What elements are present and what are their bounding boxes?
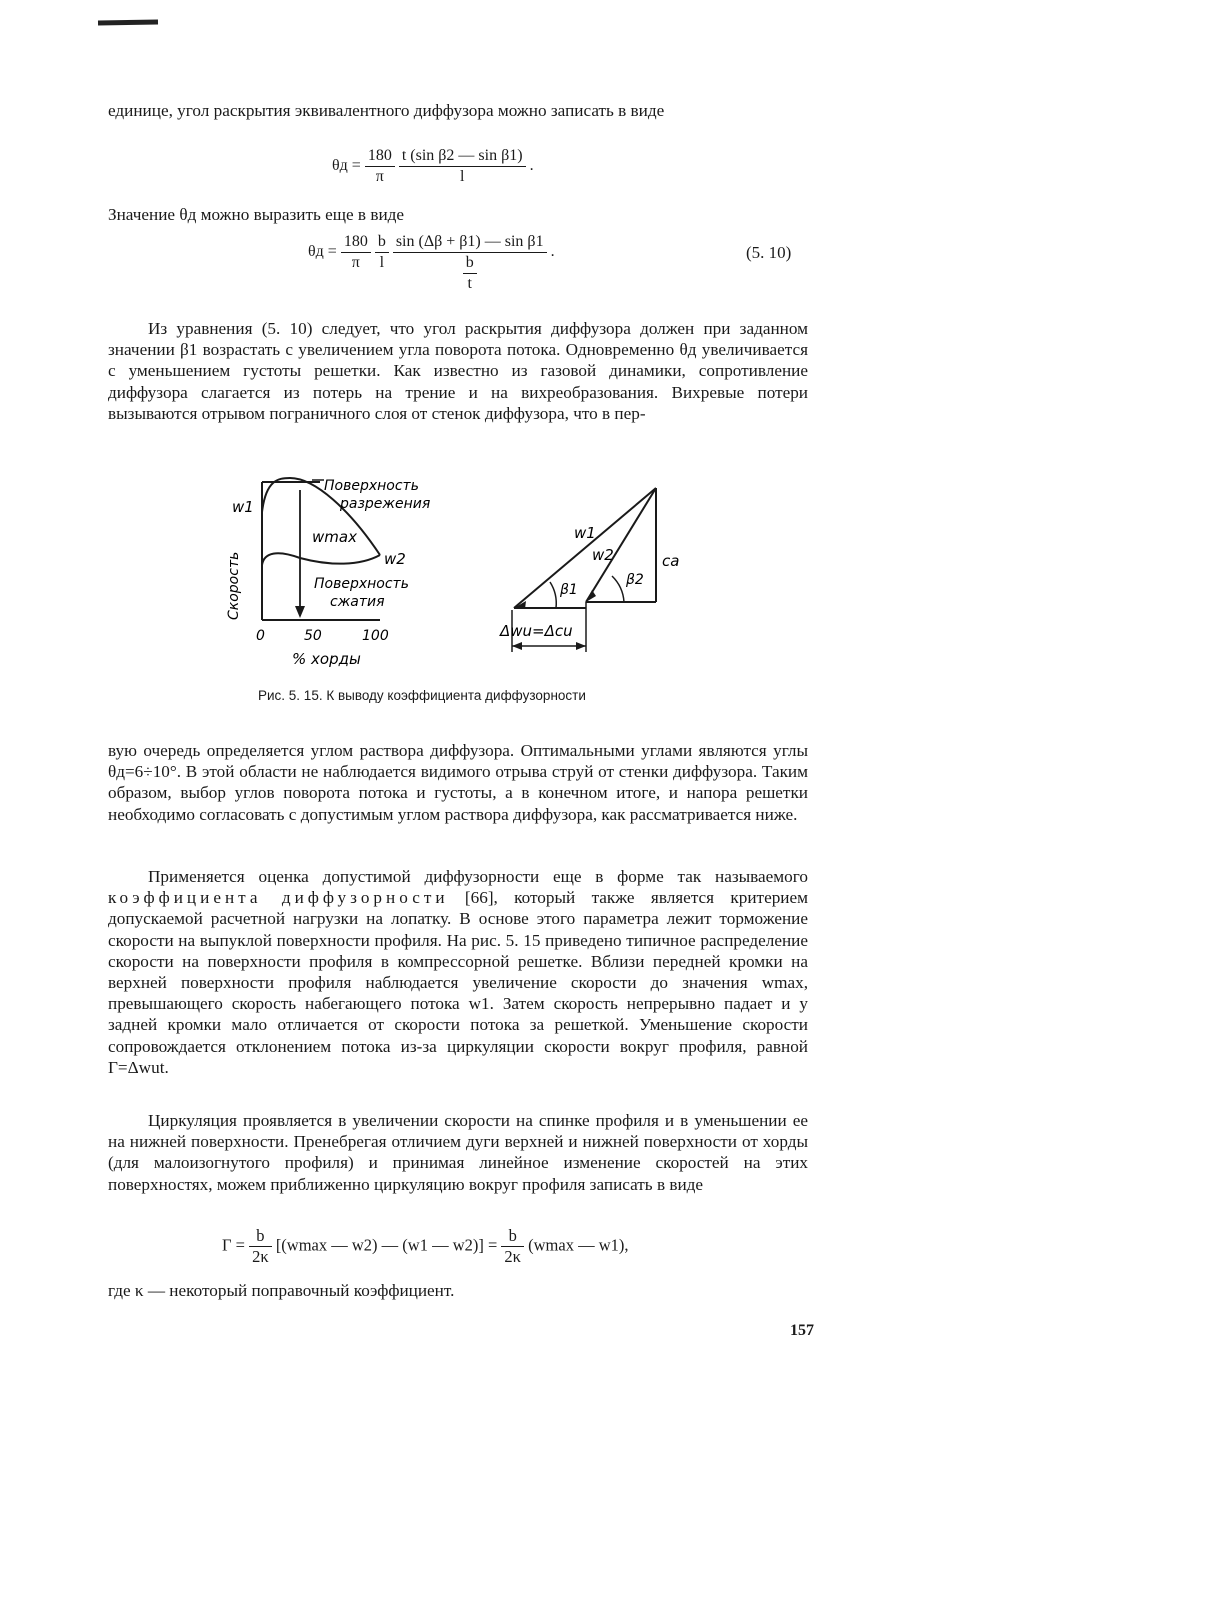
- graph-y-label: Скорость: [226, 551, 242, 620]
- paragraph-2: вую очередь определяется углом раствора диффузора. Оптимальными углами являются углы θд=6÷10°. В этой области не наблюдается видимого отрыва струй от стенки диффузора. Таким образом, выбор углов поворота потока и густоты, а в конечном итоге, и напора решетки необходимо согласовать с допустимым углом раствора диффузора, как рассматривается ниже.: [108, 741, 808, 824]
- equation-1: [332, 146, 534, 187]
- eq1-num: t (sin β2 — sin β1): [399, 146, 526, 167]
- paragraph-value-intro: Значение θд можно выразить еще в виде: [108, 205, 405, 224]
- equation-2: [308, 232, 555, 294]
- eq3-lhs: Г =: [222, 1235, 245, 1255]
- graph-label-w2: w2: [384, 550, 406, 568]
- triangle-label-dw: Δwu=Δcu: [500, 622, 573, 640]
- triangle-dim-arrow-left: [512, 642, 522, 650]
- triangle-w2-vector: [586, 488, 656, 602]
- eq2-coef1-fraction: [341, 232, 371, 273]
- eq2-end: .: [550, 243, 555, 261]
- eq3-fraction-2: [501, 1226, 524, 1267]
- eq2-coef2-fraction: [375, 232, 389, 273]
- eq2-c2-num: b: [375, 232, 389, 253]
- equation-3: [222, 1226, 628, 1267]
- eq2-den-num: b: [463, 253, 477, 274]
- eq2-c1-num: 180: [341, 232, 371, 253]
- graph-tick-50: 50: [304, 628, 322, 644]
- graph-tick-0: 0: [256, 628, 265, 644]
- eq1-lhs: θд =: [332, 157, 361, 175]
- eq2-num: sin (Δβ + β1) — sin β1: [393, 232, 547, 253]
- triangle-label-ca: ca: [662, 552, 680, 570]
- eq3-f2-den: 2κ: [504, 1247, 521, 1266]
- figure-5-15: [220, 470, 700, 682]
- graph-label-pressure-1: Поверхность: [314, 576, 409, 592]
- eq1-coef-num: 180: [365, 146, 395, 167]
- paragraph-5: где κ — некоторый поправочный коэффициент.: [108, 1281, 455, 1300]
- eq3-f1-num: b: [249, 1226, 272, 1247]
- triangle-beta2-arc: [612, 576, 624, 602]
- equation-number: (5. 10): [746, 243, 792, 262]
- eq2-c1-den: π: [351, 254, 360, 271]
- eq2-c2-den: l: [379, 254, 385, 271]
- paragraph-3-term: коэффициента диффузорности: [108, 888, 449, 908]
- eq1-end: .: [529, 157, 534, 175]
- paragraph-4: [108, 1110, 808, 1195]
- eq3-f2-num: b: [501, 1226, 524, 1247]
- wmax-arrowhead: [295, 606, 305, 618]
- eq3-mid: [(wmax — w2) — (w1 — w2)] =: [275, 1235, 498, 1255]
- triangle-label-beta2: β2: [626, 572, 644, 588]
- graph-label-w1: w1: [232, 498, 254, 516]
- triangle-label-w1: w1: [574, 524, 596, 542]
- eq2-lhs: θд =: [308, 243, 337, 261]
- paragraph-1: [108, 318, 808, 424]
- pressure-curve: [262, 553, 380, 565]
- triangle-w1-vector: [514, 488, 656, 608]
- triangle-beta1-arc: [550, 582, 556, 608]
- triangle-label-beta1: β1: [560, 582, 578, 598]
- eq1-coef-fraction: [365, 146, 395, 187]
- eq2-den-den: t: [467, 275, 472, 292]
- page-number: 157: [790, 1322, 814, 1339]
- eq3-end: (wmax — w1),: [528, 1235, 629, 1255]
- eq2-den-fraction: [463, 253, 477, 294]
- paragraph-3-text-a: Применяется оценка допустимой диффузорности еще в форме так называемого: [148, 867, 808, 886]
- scan-mark: [98, 19, 158, 25]
- figure-caption: Рис. 5. 15. К выводу коэффициента диффузорности: [258, 688, 586, 703]
- graph-label-pressure-2: сжатия: [330, 594, 385, 610]
- paragraph-4-text: Циркуляция проявляется в увеличении скорости на спинке профиля и в уменьшении ее на нижней поверхности. Пренебрегая отличием дуги верхней и нижней поверхности от хорды (для малоизогнутого профиля) и принимая линейное изменение скоростей на этих поверхностях, можем приближенно циркуляцию вокруг профиля записать в виде: [108, 1111, 808, 1194]
- graph-x-label: % хорды: [292, 650, 361, 668]
- paragraph-3: [108, 866, 808, 1078]
- graph-label-suction-2: разрежения: [340, 496, 431, 512]
- eq2-main-fraction: [393, 232, 547, 294]
- paragraph-intro: единице, угол раскрытия эквивалентного диффузора можно записать в виде: [108, 101, 665, 120]
- eq3-fraction-1: [249, 1226, 272, 1267]
- paragraph-3-text-b: [66], который также является критерием допускаемой расчетной нагрузки на лопатку. В основе этого параметра лежит торможение скорости на выпуклой поверхности профиля. На рис. 5. 15 приведено типичное распределение скорости на поверхности профиля в компрессорной решетке. Вблизи передней кромки на верхней поверхности профиля наблюдается увеличение скорости до значения wmax, превышающего скорость набегающего потока w1. Затем скорость непрерывно падает и у задней кромки мало отличается от скорости потока за решеткой. Уменьшение скорости сопровождается отклонением потока из-за циркуляции скорости вокруг профиля, равной Г=Δwut.: [108, 888, 808, 1077]
- eq1-den: l: [459, 168, 465, 185]
- eq1-main-fraction: [399, 146, 526, 187]
- graph-label-suction-1: Поверхность: [324, 478, 419, 494]
- eq1-coef-den: π: [375, 168, 384, 185]
- triangle-dim-arrow-right: [576, 642, 586, 650]
- eq3-f1-den: 2κ: [252, 1247, 269, 1266]
- eq2-den: [393, 253, 547, 294]
- triangle-w2-arrowhead: [586, 590, 596, 602]
- triangle-label-w2: w2: [592, 546, 614, 564]
- graph-label-wmax: wmax: [312, 528, 357, 546]
- graph-tick-100: 100: [362, 628, 389, 644]
- paragraph-1-text: Из уравнения (5. 10) следует, что угол раскрытия диффузора должен при заданном значении β1 возрастать с увеличением угла поворота потока. Одновременно θд увеличивается с уменьшением густоты решетки. Как известно из газовой динамики, сопротивление диффузора слагается из потерь на трение и на вихреобразования. Вихревые потери вызываются отрывом пограничного слоя от стенок диффузора, что в пер-: [108, 319, 808, 423]
